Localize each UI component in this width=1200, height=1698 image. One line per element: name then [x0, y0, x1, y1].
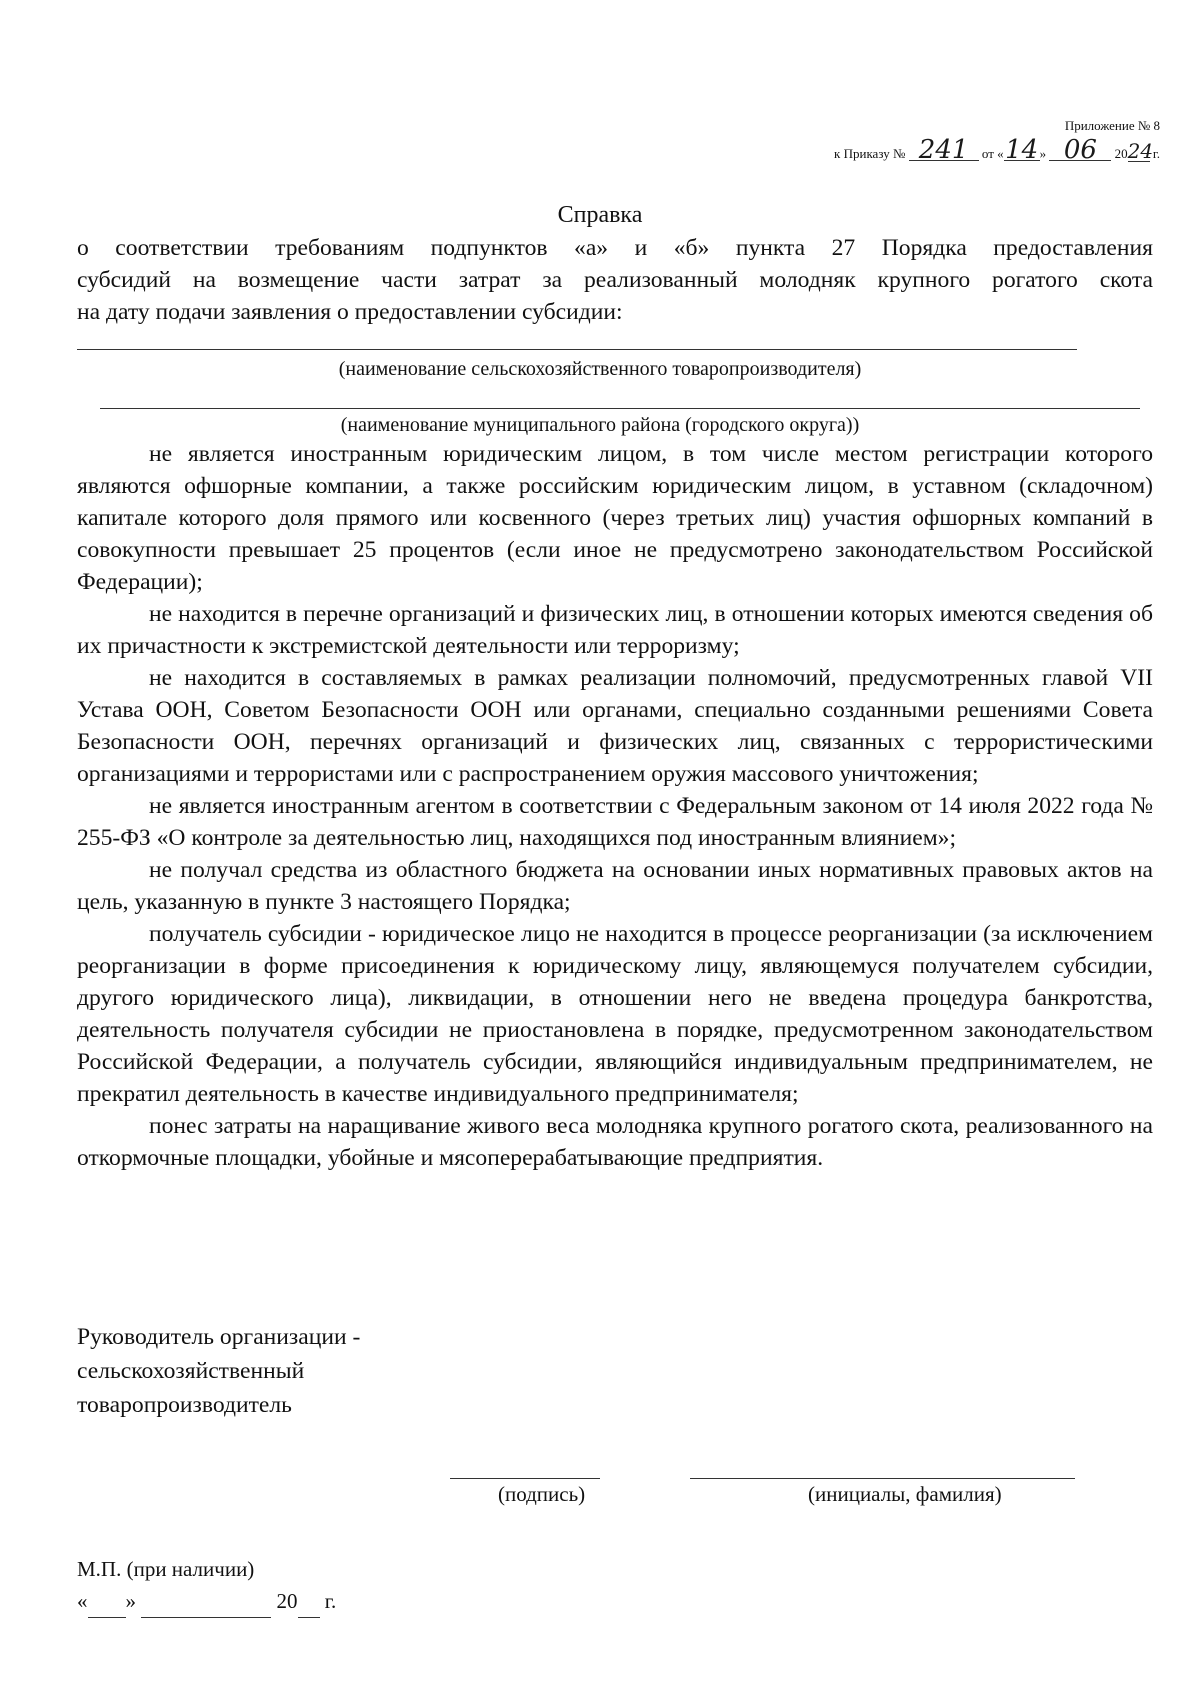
order-reference [834, 135, 1160, 165]
signatory-line: товаропроизводитель [77, 1392, 292, 1418]
intro-line: на дату подачи заявления о предоставлении субсидии: [77, 299, 623, 325]
day-suffix: » [1039, 146, 1047, 161]
requirement-paragraph: не находится в перечне организаций и физических лиц, в отношении которых имеются сведения об их причастности к экстремистской деятельности или терроризму; [77, 601, 1153, 659]
year-prefix: 20 [1114, 146, 1128, 161]
requirements-list [77, 438, 1153, 1174]
district-caption: (наименование муниципального района (городского округа)) [340, 414, 860, 436]
requirement-paragraph: не является иностранным юридическим лицом, в том числе местом регистрации которого являются офшорные компании, а также российским юридическим лицом, в уставном (складочном) капитале которого доля прямого или косвенного (через третьих лиц) участия офшорных компаний в совокупности превышает 25 процентов (если иное не предусмотрено законодательством Российской Федерации); [77, 441, 1153, 595]
year-end: г. [1152, 146, 1160, 161]
date-year: 20 [276, 1589, 298, 1613]
date-end: г. [324, 1589, 337, 1613]
date-prefix: от « [981, 146, 1004, 161]
order-number-handwritten: 241 [909, 140, 979, 161]
signature-line [450, 1478, 600, 1479]
district-fill-line [100, 408, 1140, 409]
initials-caption: (инициалы, фамилия) [808, 1482, 1002, 1506]
signature-caption: (подпись) [498, 1482, 586, 1506]
order-year-handwritten: 24 [1127, 139, 1154, 163]
requirement-paragraph: не получал средства из областного бюджета на основании иных нормативных правовых актов на цель, указанную в пункте 3 настоящего Порядка; [77, 857, 1153, 915]
requirement-paragraph: не находится в составляемых в рамках реализации полномочий, предусмотренных главой VII Устава ООН, Советом Безопасности ООН или органами, специально созданными решениями Совета Безопасности ООН, перечнях организаций и физических лиц, связанных с террористическими организациями и террористами или с распространением оружия массового уничтожения; [77, 665, 1153, 787]
initials-line [690, 1478, 1075, 1479]
order-month-handwritten: 06 [1049, 140, 1111, 161]
requirement-paragraph: не является иностранным агентом в соответствии с Федеральным законом от 14 июля 2022 года № 255-ФЗ «О контроле за деятельностью лиц, находящихся под иностранным влиянием»; [77, 793, 1153, 851]
stamp-note: М.П. (при наличии) [77, 1557, 255, 1581]
signatory-line: сельскохозяйственный [77, 1358, 305, 1384]
intro-line: субсидий на возмещение части затрат за реализованный молодняк крупного рогатого скота [77, 267, 1153, 293]
producer-fill-line [77, 349, 1077, 350]
requirement-paragraph: понес затраты на наращивание живого веса молодняка крупного рогатого скота, реализованного на откормочные площадки, убойные и мясоперерабатывающие предприятия. [77, 1113, 1153, 1171]
date-close: » [125, 1589, 136, 1613]
date-line [77, 1585, 336, 1618]
signatory-line: Руководитель организации - [77, 1324, 361, 1350]
date-open: « [77, 1589, 88, 1613]
appendix-title: Приложение № 8 [1064, 118, 1160, 133]
producer-caption: (наименование сельскохозяйственного товаропроизводителя) [338, 358, 862, 380]
intro-line: о соответствии требованиям подпунктов «а» и «б» пункта 27 Порядка предоставления [77, 235, 1153, 261]
document-title: Справка [557, 202, 643, 228]
requirement-paragraph: получатель субсидии - юридическое лицо не находится в процессе реорганизации (за исключением реорганизации в форме присоединения к юридическому лицу, являющемуся получателем субсидии, другого юридического лица), ликвидации, в отношении него не введена процедура банкротства, деятельность получателя субсидии не приостановлена в порядке, предусмотренном законодательством Российской Федерации, а получатель субсидии, являющийся индивидуальным предпринимателем, не прекратил деятельность в качестве индивидуального предпринимателя; [77, 921, 1153, 1107]
order-day-handwritten: 14 [1005, 135, 1039, 165]
order-prefix: к Приказу № [834, 146, 906, 161]
month-blank [141, 1585, 271, 1618]
day-blank [88, 1585, 126, 1618]
signatory-title [77, 1320, 360, 1422]
intro-text [77, 232, 1153, 328]
stamp-and-date [77, 1553, 336, 1618]
year-blank [298, 1585, 320, 1618]
